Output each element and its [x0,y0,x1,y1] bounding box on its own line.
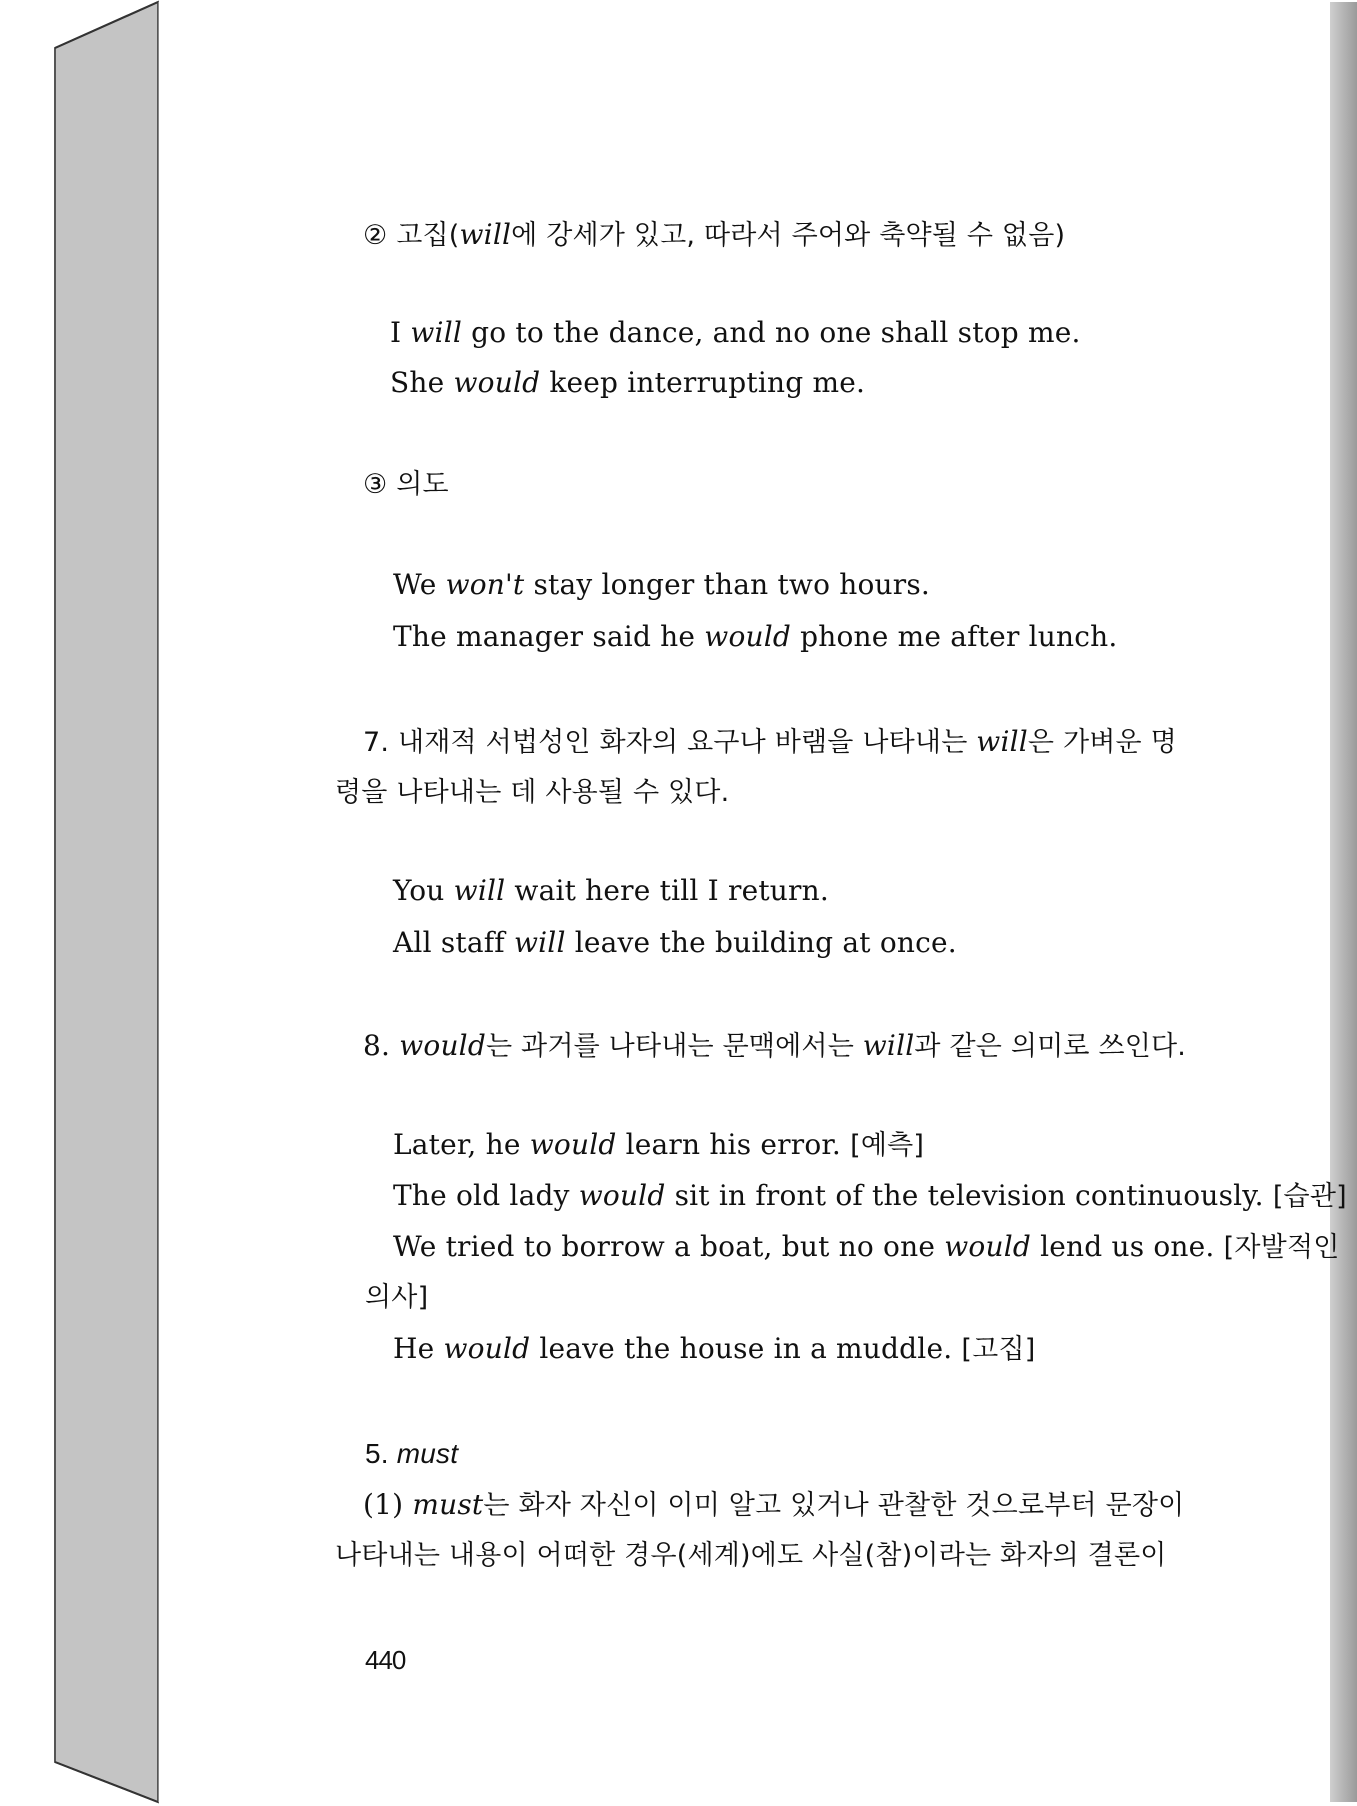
paragraph-item-8: 8. would는 과거를 나타내는 문맥에서는 will과 같은 의미로 쓰인다. [363,1029,1187,1062]
example-sentence: He would leave the house in a muddle. [고집] [393,1332,1036,1365]
example-sentence: We won't stay longer than two hours. [393,568,931,601]
example-sentence: We tried to borrow a boat, but no one would lend us one. [자발적인 [393,1230,1340,1263]
paragraph-item-7-cont: 령을 나타내는 데 사용될 수 있다. [335,777,730,808]
section-title-must: 5. must [365,1438,459,1469]
example-sentence: The old lady would sit in front of the television continuously. [습관] [393,1179,1347,1212]
page-number: 440 [365,1645,406,1675]
example-sentence-cont: 의사] [365,1282,429,1313]
section-heading-intention: ③ 의도 [363,469,449,500]
example-sentence: All staff will leave the building at once. [393,926,957,959]
example-sentence: The manager said he would phone me after lunch. [393,620,1118,653]
example-sentence: I will go to the dance, and no one shall stop me. [390,316,1081,349]
example-sentence: You will wait here till I return. [393,874,829,907]
paragraph-must-1: (1) must는 화자 자신이 이미 알고 있거나 관찰한 것으로부터 문장이 [363,1488,1185,1521]
example-sentence: She would keep interrupting me. [390,366,866,399]
page-edge-shadow [1330,2,1357,1802]
example-sentence: Later, he would learn his error. [예측] [393,1128,925,1161]
paragraph-item-7: 7. 내재적 서법성인 화자의 요구나 바램을 나타내는 will은 가벼운 명 [363,725,1177,758]
paragraph-must-1-cont: 나타내는 내용이 어떠한 경우(세계)에도 사실(참)이라는 화자의 결론이 [335,1540,1167,1571]
section-heading-insistence: ② 고집(will에 강세가 있고, 따라서 주어와 축약될 수 없음) [363,218,1066,251]
